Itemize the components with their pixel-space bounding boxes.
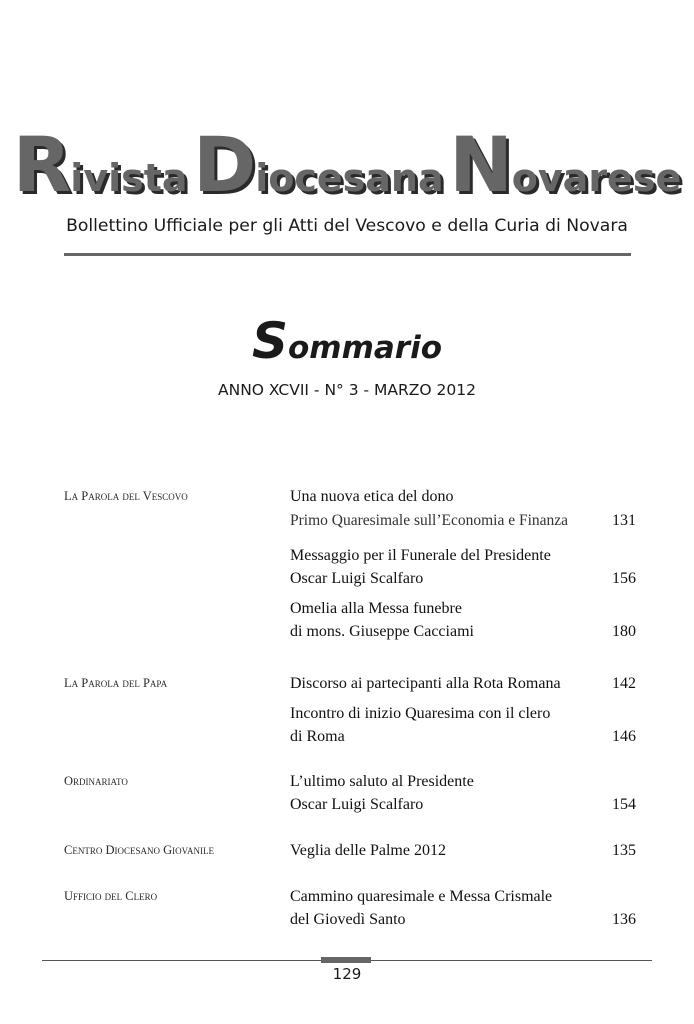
toc-entry-page: 135 [612,842,636,859]
section-label-clero: Ufficio del Clero [64,889,158,903]
masthead-word-diocesana: iocesana [255,156,444,200]
header-divider [64,253,631,256]
masthead-word-rivista: ivista [70,156,188,200]
masthead-initial-d: D [193,120,256,209]
toc-entry-title: Incontro di inizio Quaresima con il clero [290,705,551,722]
toc-entry-title-cont: Oscar Luigi Scalfaro [290,570,424,587]
toc-entry-page: 136 [612,911,636,928]
toc-entry-title: Omelia alla Messa funebre [290,600,462,617]
toc-entry-title-cont: di Roma [290,728,345,745]
page-title-rest: ommario [287,330,443,366]
toc-entry-title: Veglia delle Palme 2012 [290,842,446,859]
masthead-title [0,120,694,209]
section-label-vescovo: La Parola del Vescovo [64,489,188,503]
toc-entry-title-cont: di mons. Giuseppe Cacciami [290,623,474,640]
footer-divider-tab [321,957,371,963]
masthead-subtitle: Bollettino Ufficiale per gli Atti del Vescovo e della Curia di Novara [66,216,628,236]
toc-entry-title: Messaggio per il Funerale del Presidente [290,547,551,564]
issue-info: ANNO XCVII - N° 3 - MARZO 2012 [218,381,476,399]
toc-entry-title-cont: del Giovedì Santo [290,911,406,928]
toc-entry-subtitle: Primo Quaresimale sull’Economia e Finanza [290,512,569,529]
section-label-giovanile: Centro Diocesano Giovanile [64,843,214,857]
section-label-papa: La Parola del Papa [64,676,168,690]
toc-entry-title: L’ultimo saluto al Presidente [290,773,474,790]
toc-entry-page: 180 [612,623,636,640]
toc-entry-title: Discorso ai partecipanti alla Rota Romana [290,675,561,692]
toc-entry-page: 154 [612,796,636,813]
page-number: 129 [332,965,362,983]
page-title-initial: S [251,312,288,370]
toc-entry-page: 142 [612,675,636,692]
masthead-initial-r: R [12,120,71,209]
section-label-ordinariato: Ordinariato [64,774,128,788]
masthead-word-novarese: ovarese [511,156,682,200]
toc-entry-title: Cammino quaresimale e Messa Crismale [290,888,553,905]
masthead-initial-n: N [449,120,512,209]
toc-entry-page: 156 [612,570,636,587]
page-title [0,312,694,370]
toc-entry-title-cont: Oscar Luigi Scalfaro [290,796,424,813]
toc-entry-title: Una nuova etica del dono [290,488,454,505]
toc-entry-page: 146 [612,728,636,745]
toc-entry-page: 131 [612,512,636,529]
